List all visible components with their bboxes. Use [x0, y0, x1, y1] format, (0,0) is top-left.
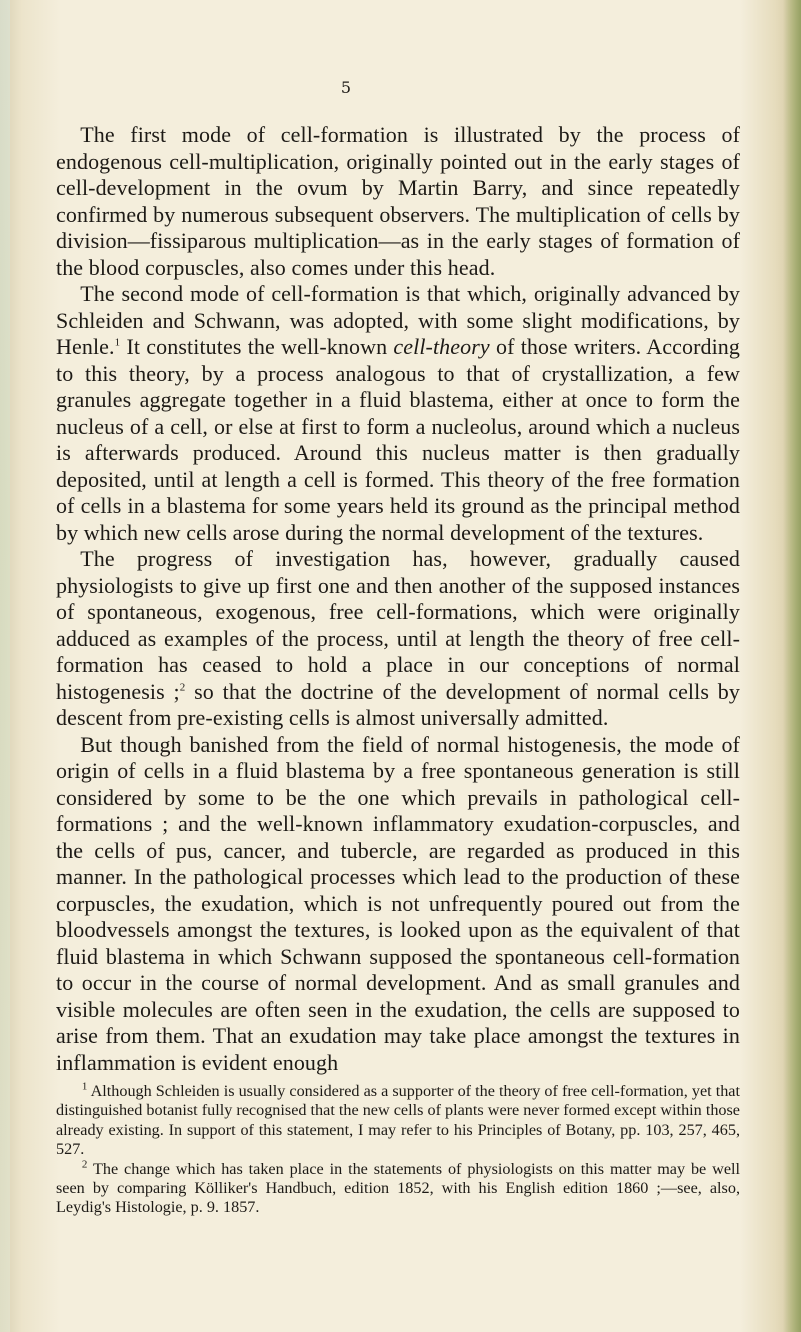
paragraph-2-text-a: The second mode of cell-formation is that which, originally advanced by Schleiden and Schwann, was adopted, with some slight modifications, by Henle. [56, 281, 740, 359]
paragraph-4 [56, 732, 740, 1077]
paragraph-1 [56, 122, 740, 281]
paragraph-2-text-c: of those writers. According to this theory, by a process analogous to that of crystallization, a few granules aggregate together in a fluid blastema, either at once to form the nucleus of a cell, or else at first to form a nucleolus, around which a nucleus is afterwards produced. Around this nucleus matter is then gradually deposited, until at length a cell is formed. This theory of the free formation of cells in a blastema for some years held its ground as the principal method by which new cells arose during the normal development of the textures. [56, 334, 741, 545]
footnotes [56, 1082, 740, 1218]
paragraph-3 [56, 546, 740, 732]
paragraph-4-text: But though banished from the field of normal histogenesis, the mode of origin of cells in a fluid blastema by a free spontaneous generation is still considered by some to be the one which prevails in pathological cell-formations ; and the well-known inflammatory exudation-corpuscles, and the cells of pus, cancer, and tubercle, are regarded as produced in this manner. In the pathological processes which lead to the production of these corpuscles, the exudation, which is not unfrequently poured out from the bloodvessels amongst the textures, is looked upon as the equivalent of that fluid blastema in which Schwann supposed the spontaneous cell-formation to occur in the course of normal development. And as small granules and visible molecules are often seen in the exudation, the cells are supposed to arise from them. That an exudation may take place amongst the textures in inflammation is evident enough [56, 731, 740, 1075]
paragraph-3-text-a: The progress of investigation has, however, gradually caused physiologists to give up first one and then another of the supposed instances of spontaneous, exogenous, free cell-formations, which were originally adduced as examples of the process, until at length the theory of free cell-formation has ceased to hold a place in our conceptions of normal histogenesis ; [56, 546, 740, 704]
footnote-2 [56, 1160, 740, 1218]
cell-theory-term: cell-theory [393, 334, 490, 359]
paragraph-2-text-b: It constitutes the well-known [120, 334, 394, 359]
footnote-1-marker: 1 [81, 1080, 88, 1093]
footnote-ref-1: 1 [114, 336, 121, 349]
footnote-1 [56, 1082, 740, 1160]
body-text [56, 122, 740, 1218]
footnote-2-text: The change which has taken place in the statements of physiologists on this matter may be well seen by comparing Kölliker's Handbuch, edition 1852, with his English edition 1860 ;—see, also, Leydig's Histologie, p. 9. 1857. [56, 1159, 740, 1217]
footnote-2-marker: 2 [81, 1158, 88, 1171]
footnote-ref-2: 2 [179, 681, 186, 694]
paragraph-1-text: The first mode of cell-formation is illustrated by the process of endogenous cell-multiplication, originally pointed out in the early stages of cell-development in the ovum by Martin Barry, and since repeatedly confirmed by numerous subsequent observers. The multiplication of cells by division—fissiparous multiplication—as in the early stages of formation of the blood corpuscles, also comes under this head. [56, 122, 740, 280]
paragraph-2 [56, 281, 740, 546]
page-number: 5 [340, 78, 352, 97]
footnote-1-text: Although Schleiden is usually considered as a supporter of the theory of free cell-formation, yet that distinguished botanist fully recognised that the new cells of plants were never formed except within those already existing. In support of this statement, I may refer to his Principles of Botany, pp. 103, 257, 465, 527. [56, 1082, 740, 1159]
paragraph-3-text-b: so that the doctrine of the development of normal cells by descent from pre-existing cells is almost universally admitted. [56, 678, 740, 730]
